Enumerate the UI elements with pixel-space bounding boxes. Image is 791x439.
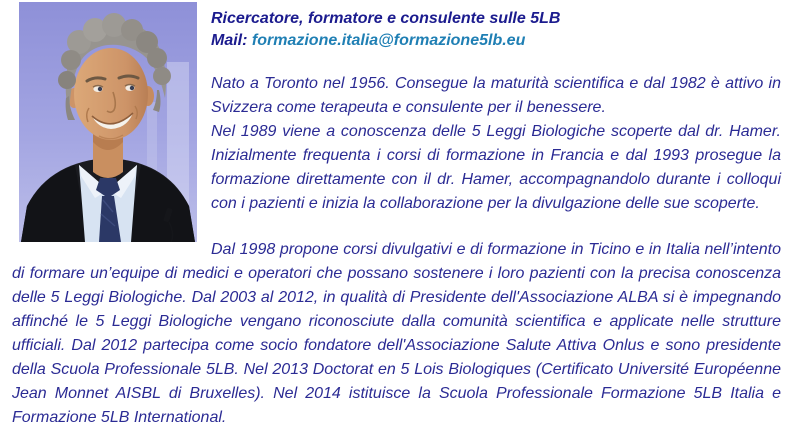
bio-p1-sentence-group-2: Nel 1989 viene a conoscenza delle 5 Leggi Biologiche scoperte dal dr. Hamer. Inizialmente frequenta i corsi di formazione in Francia e dal 1993 prosegue la formazione direttamente con il dr. Hamer, accompagnandolo durante i colloqui con i pazienti e inizia la collaborazione per la divulgazione delle sue scoperte. [211,123,781,212]
portrait-photo [19,2,197,242]
mail-label: Mail: [211,32,248,49]
bio-paragraph-2: Dal 1998 propone corsi divulgativi e di formazione in Ticino e in Italia nell’intento di formare un’equipe di medici e operatori che possano sostenere i loro pazienti con la precisa conoscenza delle 5 Leggi Biologiche. Dal 2003 al 2012, in qualità di Presidente dell'Associazione ALBA si è impegnando affinché le 5 Leggi Biologiche vengano riconosciute dalla comunità scientifica e applicate nelle strutture ufficiali. Dal 2012 partecipa come socio fondatore dell'Associazione Salute Attiva Onlus e sono presidente della Scuola Professionale 5LB. Nel 2013 Doctorat en 5 Lois Biologiques (Certificato Université Européenne Jean Monnet AISBL di Bruxelles). Nel 2014 istituisce la Scuola Professionale Formazione 5LB Italia e Formazione 5LB International. [12,241,781,426]
portrait-man-illustration [19,2,197,242]
bio-p1-sentence-group-1: Nato a Toronto nel 1956. Consegue la maturità scientifica e dal 1982 è attivo in Svizzera come terapeuta e consulente per il benessere. [211,75,781,116]
email-link[interactable]: formazione.italia@formazione5lb.eu [251,32,526,49]
page-title: Ricercatore, formatore e consulente sulle 5LB [211,10,561,27]
